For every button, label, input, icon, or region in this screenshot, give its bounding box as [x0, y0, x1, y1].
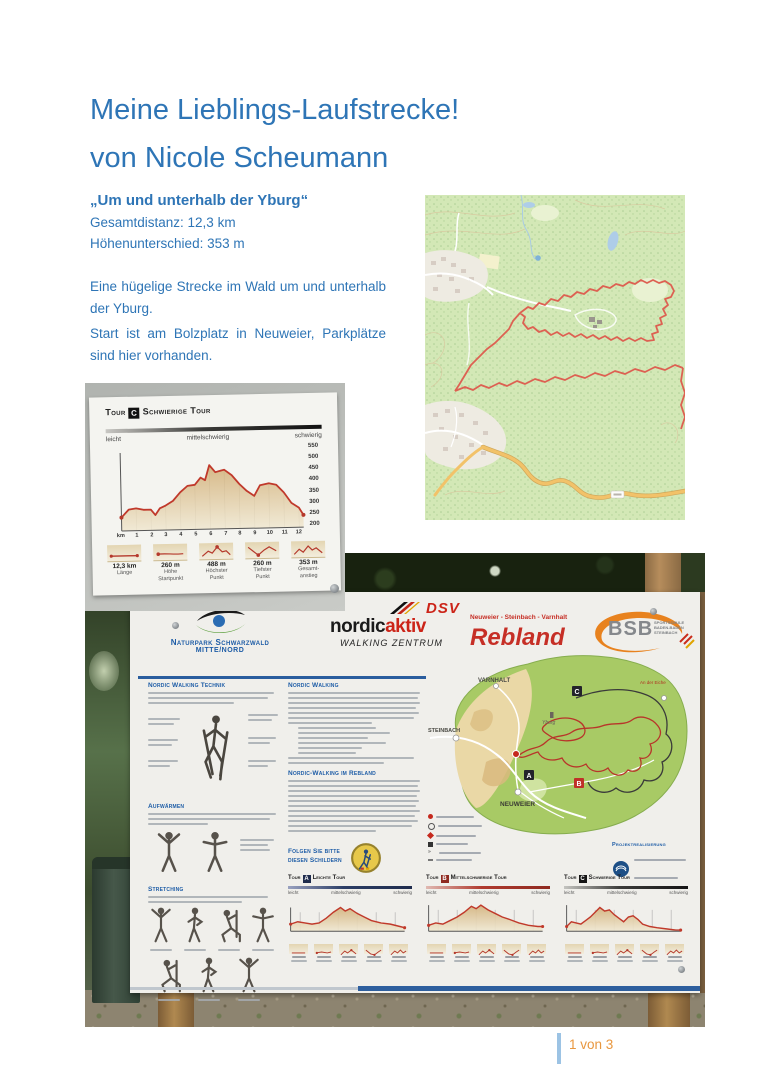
y-tick: 350 — [308, 487, 320, 495]
y-tick: 500 — [308, 453, 319, 461]
rebland-heading: Nordic-Walking im Rebland — [288, 770, 376, 777]
technik-heading: Nordic Walking Technik — [148, 682, 226, 689]
tour-c-name: Schwierige Tour — [588, 875, 630, 881]
screw-icon — [678, 966, 685, 973]
page-title — [90, 86, 650, 182]
tour-a-mini-profile — [288, 898, 412, 936]
legend-parking-icon — [428, 823, 435, 830]
bsb-subtext: SPORTSCHULE BADEN-BADEN STEINBACH — [654, 620, 685, 635]
folgen-line1: Folgen Sie bitte — [288, 848, 341, 855]
dsv-logo-text: DSV — [426, 600, 460, 617]
x-tick: 11 — [281, 529, 288, 536]
difficulty-mittel: mittelschwierig — [186, 433, 230, 442]
map-label-neuweier: NEUWEIER — [500, 801, 536, 808]
walking-heading: Nordic Walking — [288, 682, 339, 689]
tour-b-gradient-bar — [426, 886, 550, 889]
difficulty-leicht: leicht — [105, 435, 122, 444]
tour-b-panel: Tour B Mittelschwierige Tour leicht mittelschwierig schwierig — [426, 875, 554, 964]
x-tick: 9 — [253, 530, 257, 537]
title-line1: Meine Lieblings-Laufstrecke! — [90, 94, 460, 126]
y-tick: 200 — [309, 520, 320, 528]
annotation-left — [148, 715, 182, 770]
nordic-walker-icon — [190, 709, 242, 787]
naturpark-name: Naturpark Schwarzwald — [170, 638, 270, 647]
legend-direction-icon: » — [428, 849, 431, 855]
legend-start-icon — [428, 814, 433, 819]
info-board — [130, 592, 700, 993]
warmup-figures — [148, 828, 280, 880]
x-tick: 10 — [266, 529, 273, 536]
header-rule — [138, 676, 426, 679]
wooden-post-top — [645, 553, 681, 597]
legend-station-icon — [427, 832, 434, 839]
walking-info-section — [288, 682, 422, 882]
tour-c-difficulty: leicht mittelschwierig schwierig — [564, 889, 688, 895]
technik-section — [148, 682, 280, 1002]
screw-icon — [330, 584, 339, 593]
y-tick: 300 — [309, 498, 320, 506]
tour-b-name: Mittelschwierige Tour — [450, 875, 507, 881]
total-ascent-icon — [291, 541, 325, 559]
right-foliage — [681, 553, 705, 597]
marker-c: C — [574, 689, 580, 696]
board-bottom-edge — [130, 987, 360, 990]
page-number: 1 von 3 — [569, 1037, 614, 1052]
marker-a: A — [526, 773, 532, 780]
x-tick: 7 — [224, 530, 228, 537]
profile-fill — [120, 463, 303, 531]
tour-c-panel: Tour C Schwierige Tour leicht mittelschwierig schwierig — [564, 875, 692, 964]
tour-word: Tour — [105, 406, 126, 418]
stat-start-hoehe: 260 m Höhe Startpunkt — [150, 544, 191, 583]
aufwaermen-heading: Aufwärmen — [148, 803, 185, 810]
illegible-text-block — [288, 780, 422, 832]
tour-c-gradient-bar — [564, 886, 688, 889]
tour-b-difficulty: leicht mittelschwierig schwierig — [426, 889, 550, 895]
route-map-image — [425, 195, 685, 520]
x-tick: 12 — [295, 529, 302, 536]
illegible-text-block — [288, 692, 422, 724]
lowest-point-icon — [245, 542, 279, 560]
legend-path-icon — [428, 859, 433, 861]
trail-sign-badge-icon — [350, 842, 382, 874]
stat-elevation: Höhenunterschied: 353 m — [90, 236, 245, 251]
illegible-text-block — [148, 896, 280, 903]
route-subtitle: „Um und unterhalb der Yburg“ — [90, 192, 309, 209]
board-blue-stripe — [358, 986, 700, 991]
legend-route-icon — [428, 842, 433, 847]
naturpark-logo-block — [150, 606, 290, 654]
x-tick: 4 — [179, 531, 183, 538]
tour-name: Schwierige Tour — [142, 405, 211, 417]
projekt-heading: Projektrealisierung — [612, 842, 666, 848]
tour-c-profile-panel — [89, 392, 341, 595]
tour-c-stats — [564, 944, 692, 964]
map-label-yburg: Yburg — [542, 720, 556, 726]
tour-b-chip: B — [442, 876, 447, 882]
stat-hoechster-punkt: 488 m Höchster Punkt — [196, 543, 237, 582]
screw-icon — [650, 608, 657, 615]
tour-a-name: Leichte Tour — [312, 875, 346, 881]
topo-map — [425, 195, 685, 520]
folgen-line2: diesen Schildern — [288, 857, 342, 864]
illegible-text-block — [288, 757, 422, 764]
info-board-photo — [85, 553, 705, 1027]
marker-b: B — [576, 781, 582, 788]
stretching-heading: Stretching — [148, 886, 184, 893]
route-start-info: Start ist am Bolzplatz in Neuweier, Parkplätze sind hier vorhanden. — [90, 326, 386, 363]
highest-point-icon — [199, 543, 233, 561]
region-wordmark: Rebland — [470, 624, 565, 651]
y-tick: 450 — [308, 464, 319, 472]
tour-a-chip: A — [304, 876, 309, 882]
y-tick: 550 — [307, 442, 319, 450]
tour-c-header — [105, 405, 211, 419]
length-icon — [107, 545, 141, 563]
tour-a-difficulty: leicht mittelschwierig schwierig — [288, 889, 412, 895]
map-label-eiche: An der Eiche — [640, 680, 666, 685]
illegible-list-block — [288, 727, 422, 754]
towns-line: Neuweier - Steinbach - Varnhalt — [470, 614, 568, 621]
annotation-right — [248, 711, 280, 770]
route-description: Eine hügelige Strecke im Wald um und unterhalb der Yburg. — [90, 279, 386, 316]
tour-b-stats — [426, 944, 554, 964]
stat-tiefster-punkt: 260 m Tiefster Punkt — [242, 542, 283, 581]
wooden-post-right — [648, 990, 690, 1027]
elevation-chart-photo — [85, 383, 345, 611]
x-tick: 1 — [135, 532, 139, 539]
brand-nordic: nordic — [330, 616, 386, 637]
map-label-steinbach: STEINBACH — [428, 728, 461, 734]
walker-figure-diagram — [148, 707, 280, 799]
brand-subline: WALKING ZENTRUM — [340, 638, 443, 648]
x-tick: 8 — [238, 530, 242, 537]
title-line2: von Nicole Scheumann — [90, 142, 389, 174]
tour-letter-chip: C — [129, 408, 140, 419]
x-tick: 2 — [150, 532, 154, 539]
tour-a-gradient-bar — [288, 886, 412, 889]
tour-a-panel: Tour A Leichte Tour leicht mittelschwierig schwierig — [288, 875, 416, 964]
y-tick: 250 — [309, 509, 320, 517]
start-elevation-icon — [153, 544, 187, 562]
post-sliver — [700, 592, 705, 993]
x-tick: km — [116, 532, 125, 540]
tour-c-mini-profile — [564, 898, 688, 936]
tour-c-chip: C — [580, 876, 585, 882]
y-tick: 400 — [308, 475, 319, 483]
illegible-text-block — [148, 813, 280, 825]
dsv-stripes-icon — [390, 602, 424, 616]
stat-gesamtanstieg: 353 m Gesamt- anstieg — [288, 541, 329, 580]
difficulty-schwierig: schwierig — [294, 431, 322, 440]
map-legend — [428, 814, 506, 864]
brand-line — [330, 616, 426, 638]
start-point-dot — [513, 751, 520, 758]
brand-aktiv: aktiv — [385, 616, 426, 637]
x-tick: 3 — [164, 532, 168, 539]
illegible-text-block — [148, 692, 280, 704]
tour-a-stats — [288, 944, 416, 964]
naturpark-region: MITTE/NORD — [195, 647, 245, 654]
x-tick: 6 — [209, 531, 213, 538]
map-label-varnhalt: VARNHALT — [478, 678, 511, 684]
screw-icon — [172, 622, 179, 629]
bsb-text: BSB — [608, 618, 654, 640]
tour-c-stat-row — [104, 541, 331, 584]
x-tick: 5 — [194, 531, 198, 538]
tour-b-mini-profile — [426, 898, 550, 936]
stat-distance: Gesamtdistanz: 12,3 km — [90, 215, 236, 230]
difficulty-scale — [106, 432, 322, 444]
stat-laenge: 12,3 km Länge — [104, 544, 145, 583]
footer-accent-bar — [557, 1033, 561, 1064]
